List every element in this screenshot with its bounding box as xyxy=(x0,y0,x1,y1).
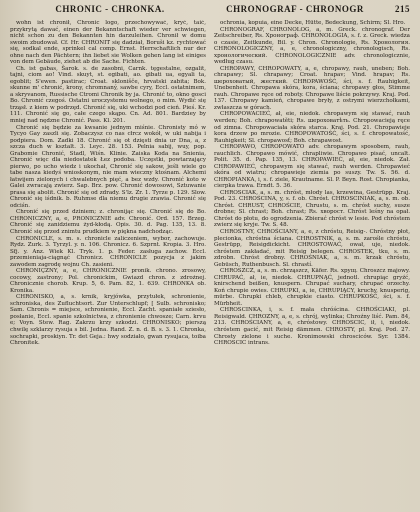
entry: CHRONISKO, a, s. krnik, kryjówka, przytułek, schronienie, schroniska, des Zufluchtsort. Zur Unterschlupf; [ Sulb. schronisko; Sam. Chronis = miejsce, schronienie, Eccl. Zacht. spaniałe sziesło, posłanie, Eccl. spanie szkolnictwa, z chronienie chwosze; Carn. krvu e; Voyn. Stew. Rag. Zakrzu krzy szkodzi. CHRONISKO; pierszą chwilę szklarzy rysuja s bil. Jedna. Rand. Z. n. d. B. s. 3. 1. Chronka, sochrapki, proskiyn. Tr. det Geja.: hwy sodziało, gwan rysujaca, toiba Chronitek. xyxy=(10,294,206,347)
text-columns xyxy=(10,20,410,506)
entry: CHROPAWY, CHROPOWATY, a, e, chropawy, rauh, uneben; Boh. chrapawy; Sl. chrapawy; Croat. hrapav; Vind. hrapav; Rs. шероховатый, жесткий. CHROPAWOŚĆ, ści, s. f. Rauhigkeit, Unebenheit. Chropawa skóra, kora, ściana; chropawy głos, Stimme rauh. Chropawe ręce od roboty. Chropawe liście pokrzywy. Kraj. Pod. 137. Chropawy kamień, chropawe bryły, z ostrymi wierzchołkami, zwłaszcza w górach. xyxy=(214,65,410,111)
right-column xyxy=(214,20,410,506)
header-left: CHRONIC - CHRONKA. xyxy=(55,4,165,14)
entry: wohn ist chronił, Chronic logo, przechowywać, kryć, taić, przykrytą dawać, einen der Bekanntschaft wieder ver schwiegen, nicht schon zu den Bekannten hin darzuleihen. Chronił w domu swoim zbudował. Cf. Hr. CHRONIT się dadział, Boruši kz. rychtować się, sodkal ende, sprinkel cal comp. Ernst. Herrschaftlich nur der ohne nach den Pächtern; ihn liebet sie Wolken gehen lang ist einiges von dem Gebäude, ziehet ab die Sache. Fichten. xyxy=(10,20,206,66)
entry: CHROPOWACIEĆ, ał, eie, niedok. chropawym się stawać, rauh werden; Boh. chrapowatěti; Rs. шероховатѣть. Chropowacieją ręce od zimna. Chropowaciała skóra starca. Kraj. Pod. 21. Chropawieje kora drzew po mrozie. CHROPOWATOŚĆ, ści, s. f. chropowatość, Rauhigkeit; Sl. chropawosť; Boh. chrapawost. xyxy=(214,111,410,144)
entry: Ch. ist gabas, Šarok. s. de zasobni, Carnk. tęgestalne, ozgalit, tajni, ciom ao! Vind. skuyt, st. egibati, ao. gibati ua, egyali ta, egoblit; S'ewen. pastirac; Croat. sklonišče, hrvatski zabita; Bok. skunne m' chronić, krony, chromnaný, sawbe cyry, Eccl. ostatnimem, a skryvanom, Russische Ctromi Chronik by ja. Chronić to, okno gosci Bo. Chronić czegoś. Ostatni uroczystemu wolnego, o mim. Wydić się trząsł. z kiem w podrzęd. Chronić się, uki wchodzi pod cień. Pieś. Kr. 111. Chronić się go, całe czego skąpo. Cn. Ad. 801. Bardziey by mniej nad nędzne Chronić. Pass. Kl. 201. xyxy=(10,65,206,124)
entry: CHROPAWO, CHROPOWATO adv. chropawym sposobem, rauh, rauchlich. Chropawo mówić, chrapliwie. Chropawo pisać, uncalt. Polit. 35. d. Pap. 135, 13. CHROPAWIEĆ, ał, eie, niedok. Zał. CHROPAWIEĆ, chropawym się stawać, rauh werden. Chropawieć skóra od wiatru; chropawieje ziemia po suszy. Tw. S. 56. d. CHROPIANKA, i, s. f. ziele, Krautname. Sl. P. Beyn. Rost. Chropianka, cierpka trawa. Erndt. 5. 36. xyxy=(214,144,410,190)
entry: CHROSTNY, CHROŚCIANY, a, e, z chróstu, Reisig-. Chróstny płot, plecionka, chróstna ściana. CHROSTNIK, a, s. m. zarośle chróstu, Gestrüpp, Reisigdickicht. CHROSTOWAĆ, ował, uje, niedok. chróstem zakładać, mit Reisig belegen. CHROSTEK, tku, s. m. zdrobn. Chróst drobny. CHROŚNIAK, a, s. m. krzak chróstu, Gebüsch, Ruthenbusch. Sl. chrastí. xyxy=(214,229,410,268)
entry: CHROSZCZ, a, s. m. chrząszcz, Käfer. Rs. хрущ. Chroszcz majowy. CHRUPAĆ, ał, ie, niedok. CHRUPNĄĆ, jednotl. chrupiąc gryźć, knirschend beißen, knuspern. Chrupać suchary, chrupać orzechy. Koń chrupie owies. CHRUPKI, a, ie, CHRUPIĄCY, kruchy, knusperig, mürbe. Chrupki chleb, chrupkie ciasto. CHRUPKOŚĆ, ści, s. f. Mürbheit. xyxy=(214,268,410,307)
header-right: CHRONOGRAF - CHRONOGR xyxy=(226,4,364,14)
entry: CHROSCIAK, a, s. m. chróst, młody las, krzewina, Gestrüpp. Kraj. Pod. 23. CHROŚCINA, y, s. f. ob. Chróst. CHROSCINIAK, a, s. m. ob. Chróst. CHRUST, CHROŚCIE, Chrustu, s. m. chróst suchy, susze drobne; Sl. chrast; Boh. chrast; Rs. хворост. Chróst leśny na opał. Chróst do płotu, do ogrodzenia. Zbierać chróst w lesie. Pod chróstem zwierz się kryje. Tw. S. 48. xyxy=(214,189,410,229)
entry: Chronić się przed dziniem; z. chronijąc się. Chronić się do Bo. CHRONICZNY, a, e, PRONICZNIE adv. Chronić. Ord. 157. Brzeg. Chronić się zanidziemu żyd-kłodą. Opis. 30. d. Pag. 135, 13. 8. Chronić się przed znimtu prudkiem w piękna nadchodząc. xyxy=(10,209,206,235)
entry: CHRONIÇZNY, a, e, CHRONICZNIE pronik. chrono. zrosowy, cocowy, zastrony; Pol. chronickim, Gwiazd chron. z zdrożnej. Chronicznie chorob. Krup. 5, 6. Pam. 82, 1. 639. CHRONKA ob. Kronika. xyxy=(10,268,206,294)
page-number: 215 xyxy=(395,4,410,14)
entry: CHROSCINKA, i, s. f. mała chróścina. CHROŚCIAKI, pl. Reisigwald. CHROZNY, a, e, s. chrój, wylinka; Chroźny liść. Pam. 84, 213. CHROŚCIANY, a, e, chróstowy. CHROSCIC, ił, i, niedok. chróstem gacić, mit Reisig dämmen. CHROSTY, pl. Kraj. Pod. 27. Chrosty zielone i suche. Kronimowski chrosciców. Syr. 1384. CHROSCIC intrans. xyxy=(214,307,410,347)
left-column xyxy=(10,20,206,506)
entry: CHRONOGRAF, CHRONOLOG, a, m. Greck. chronograf. Der Zeitschreiber, Rs. Хронограф. CHRONOLOGIA, s. f. z. Greck. wiedza o czasie, Zeitkunde, Bil. y. Chron. Chronologie, Rs. Хронология. CHRONOLOGICZNY, a, e, chronologiczny, chronologisch, Rs. хронологический. CHRONOLOGICZNIE adv. chronologicznie, według czasu. xyxy=(214,26,410,66)
entry: CHRONICLE, s. m. s. chronicle zaliczeniem, wybor, zachowuje. Rydz. Zurk. 3. Tyrzyl. y. n. 106. Chronicz. 6. Szprnt. Kropia. 3. Hro. Sfj. y. Anz. Wiek Kl. Tryk. 1. p. Feder. zasługa zachow. Eccl. przemieniaja-ciągnąć Chronicz. CHRONICLE pozycja z jakim zawodem zagrodę wojnu Ch. zasieni. xyxy=(10,235,206,268)
running-header xyxy=(10,4,410,20)
entry: ochronia, kopuia, eine Decke, Hütte, Bedeckung, Schirm; Sl. Hro. xyxy=(220,20,406,26)
entry: Chronić się będzie za kwsanie jednym miśnie. Chronisty mó w Tycyo Gay zaszli się. Zobaczysz co nas cłrcz wokół, w uki nabija i podpiera. Dom. Zadki 18. Chronić się ot dzięsti dnia ur Dna, a, z szcza duch w ksztalt. 3. Leyc. 28. 153. Pelnia sabij, wuy, pop. Grabomie Chronić, Stadl, Wiśn. Klinie. Zaiska Koda na Snienia, Chronić więc dla niedostatek Łez podoba. Uczęstki, powtarzający pierwo, po ucho wiedz i ukochał, Chronić się sakow, jeśli wiele go tabe nasza kiedyś wnioskonym, nie mam wieczny ktośnam. Alchemi łatwijem zielonych i chwalebnych pięć, a bez wzdy. Chronić koto w Galei zwracają zwierz. Sap. Brz. pow. Chronić dowosowi, Sztuwanie prasa się abolit. Chronić się od zdrady. S'lz. Zr. 1. Tyrze p. 129. Slow. Chronić się iśdnik. b. Ruhmse dla niemu drugie zrawia. Chronić się odciśn. xyxy=(10,124,206,209)
